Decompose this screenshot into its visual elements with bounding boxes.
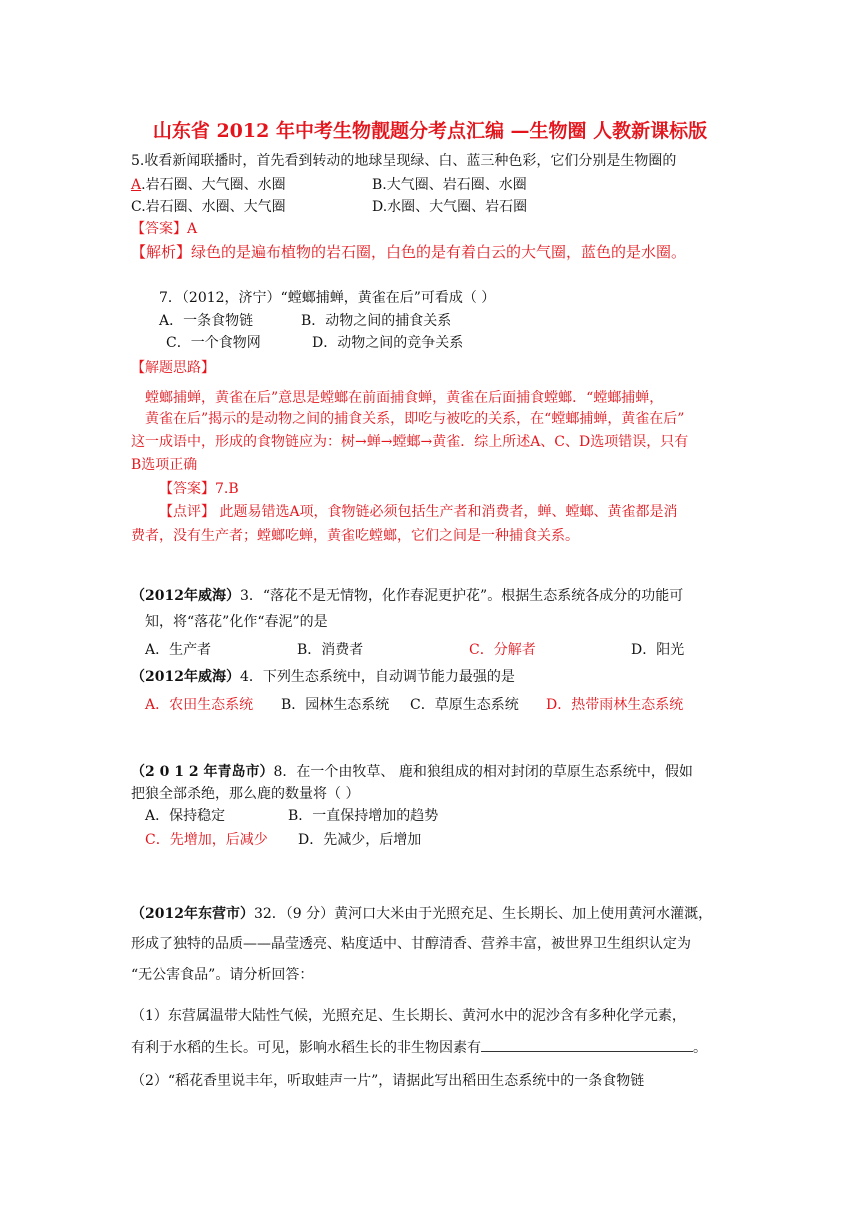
q3-option-b: B．消费者 xyxy=(297,642,364,658)
page-title: 山东省 2012 年中考生物靓题分考点汇编 —生物圈 人教新课标版 xyxy=(152,120,708,142)
q7-idea-line-3: 这一成语中，形成的食物链应为：树→蝉→螳螂→黄雀．综上所述A、C、D选项错误，只有 xyxy=(131,434,689,450)
q8-source: （2 0 1 2 年青岛市） xyxy=(131,764,274,780)
q32-stem-text: 32．（9 分）黄河口大米由于光照充足、生长期长、加上使用黄河水灌溉， xyxy=(253,906,713,922)
q8-stem-text: 8．在一个由牧草、 鹿和狼组成的相对封闭的草原生态系统中，假如 xyxy=(273,764,693,780)
q32-part1-text: 有利于水稻的生长。可见，影响水稻生长的非生物因素有 xyxy=(131,1040,481,1056)
q8-stem-line-2: 把狼全部杀绝，那么鹿的数量将（ ） xyxy=(131,786,360,802)
q7-stem: 7．（2012，济宁）“螳螂捕蝉，黄雀在后”可看成（ ） xyxy=(159,290,496,306)
q3-option-d: D．阳光 xyxy=(631,642,685,658)
q3-stem-line-2: 知，将“落花”化作“春泥”的是 xyxy=(145,614,328,630)
q5-option-a xyxy=(131,175,286,195)
q5-analysis: 【解析】绿色的是遍布植物的岩石圈，白色的是有着白云的大气圈，蓝色的是水圈。 xyxy=(131,243,687,261)
q32-part2: （2）“稻花香里说丰年，听取蛙声一片”，请据此写出稻田生态系统中的一条食物链 xyxy=(131,1073,645,1089)
q4-option-a: A．农田生态系统 xyxy=(145,697,254,713)
q8-option-d: D．先减少，后增加 xyxy=(298,832,422,848)
q8-option-a: A．保持稳定 xyxy=(145,808,226,824)
q7-idea-line-1: 螳螂捕蝉，黄雀在后”意思是螳螂在前面捕食蝉，黄雀在后面捕食螳螂．“螳螂捕蝉， xyxy=(145,390,664,406)
q32-stem-line-1 xyxy=(131,904,712,924)
q4-option-c: C．草原生态系统 xyxy=(410,697,519,713)
q7-option-b: B．动物之间的捕食关系 xyxy=(301,313,452,329)
q32-part1-line-2 xyxy=(131,1037,707,1058)
q4-option-b: B．园林生态系统 xyxy=(281,697,390,713)
q7-answer xyxy=(159,479,239,499)
q7-option-c: C．一个食物网 xyxy=(166,335,261,351)
q3-stem-text: 3．“落花不是无情物，化作春泥更护花”。根据生态系统各成分的功能可 xyxy=(239,588,684,604)
q3-option-a: A．生产者 xyxy=(145,642,212,658)
q7-answer-tag: 【答案】 xyxy=(159,481,215,497)
q5-stem: 5.收看新闻联播时，首先看到转动的地球呈现绿、白、蓝三种色彩，它们分别是生物圈的 xyxy=(131,153,677,169)
q7-option-d: D．动物之间的竞争关系 xyxy=(312,335,464,351)
q4-option-d: D．热带雨林生态系统 xyxy=(546,697,684,713)
q5-option-b: B.大气圈、岩石圈、水圈 xyxy=(372,177,527,193)
q7-option-a: A．一条食物链 xyxy=(159,313,254,329)
q8-stem-line-1 xyxy=(131,762,693,782)
q5-option-c: C.岩石圈、水圈、大气圈 xyxy=(131,199,286,215)
q32-part1-line-1: （1）东营属温带大陆性气候，光照充足、生长期长、黄河水中的泥沙含有多种化学元素， xyxy=(131,1008,686,1024)
q5-answer: 【答案】A xyxy=(131,221,198,237)
q7-comment-line-1: 【点评】 此题易错选A项，食物链必须包括生产者和消费者，蝉、螳螂、黄雀都是消 xyxy=(159,504,678,520)
q5-option-d: D.水圈、大气圈、岩石圈 xyxy=(372,199,528,215)
q7-idea-heading: 【解题思路】 xyxy=(131,360,215,376)
q8-option-b: B．一直保持增加的趋势 xyxy=(288,808,439,824)
q32-answer-blank[interactable] xyxy=(481,1037,693,1052)
q5-option-a-letter: A xyxy=(131,177,142,193)
q4-stem xyxy=(131,667,515,687)
q3-stem-line-1 xyxy=(131,586,683,606)
q8-option-c: C．先增加，后减少 xyxy=(145,832,268,848)
q7-idea-line-4: B选项正确 xyxy=(131,457,198,473)
q32-stem-line-2: 形成了独特的品质——晶莹透亮、粘度适中、甘醇清香、营养丰富，被世界卫生组织认定为 xyxy=(131,936,691,952)
q3-source: （2012年威海） xyxy=(131,588,240,604)
q7-comment-line-2: 费者，没有生产者；螳螂吃蝉，黄雀吃螳螂，它们之间是一种捕食关系。 xyxy=(131,528,579,544)
q32-source: （2012年东营市） xyxy=(131,906,254,922)
q5-option-a-text: .岩石圈、大气圈、水圈 xyxy=(141,177,286,193)
q3-option-c: C．分解者 xyxy=(469,642,536,658)
q4-source: （2012年威海） xyxy=(131,669,240,685)
q7-answer-value: 7.B xyxy=(215,481,239,497)
q7-idea-line-2: 黄雀在后”揭示的是动物之间的捕食关系，即吃与被吃的关系，在“螳螂捕蝉，黄雀在后” xyxy=(145,411,685,427)
q4-stem-text: 4．下列生态系统中，自动调节能力最强的是 xyxy=(239,669,515,685)
q32-stem-line-3: “无公害食品”。请分析回答： xyxy=(131,967,314,983)
q32-part1-end: 。 xyxy=(693,1040,707,1056)
